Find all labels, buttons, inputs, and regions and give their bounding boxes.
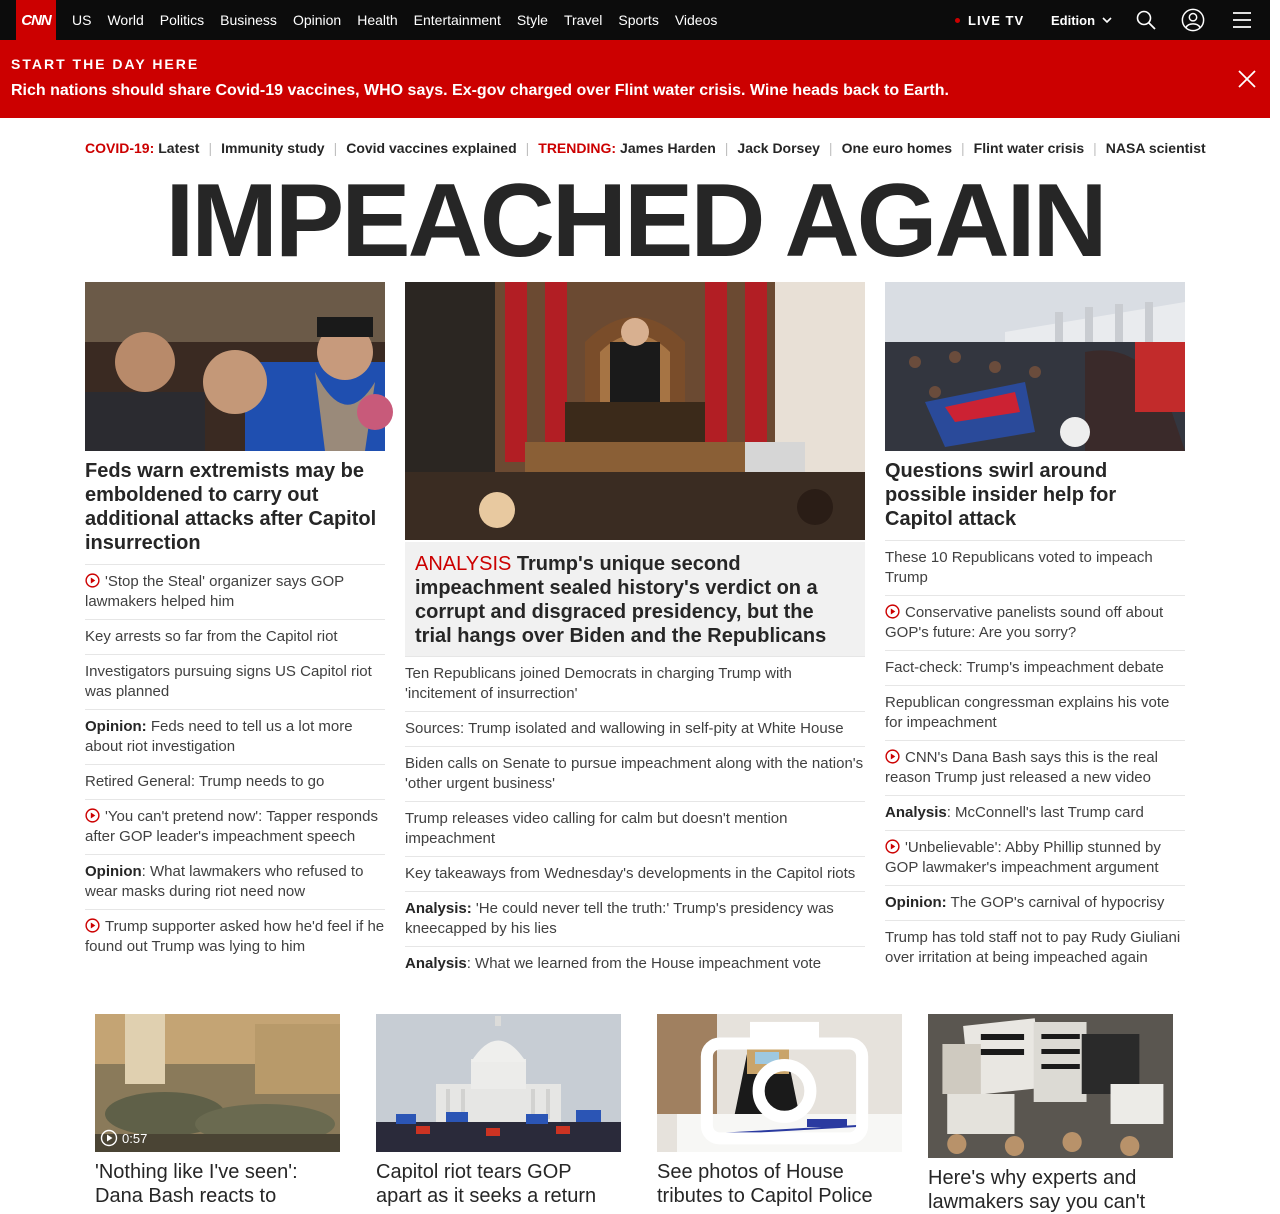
story-list-item[interactable] <box>405 892 865 947</box>
nav-link-videos[interactable]: Videos <box>674 12 718 28</box>
video-play-icon <box>85 808 100 823</box>
story-headline: Key arrests so far from the Capitol riot <box>85 628 338 645</box>
separator: | <box>1093 140 1097 156</box>
edition-label: Edition <box>1051 12 1096 28</box>
nav-link-world[interactable]: World <box>107 12 144 28</box>
video-duration <box>100 1129 147 1147</box>
story-list-item[interactable] <box>885 686 1185 741</box>
trend-link-covid-vaccines[interactable]: Covid vaccines explained <box>346 140 517 156</box>
start-the-day-banner <box>0 40 1270 118</box>
video-play-icon <box>85 918 100 933</box>
story-headline: The GOP's carnival of hypocrisy <box>946 894 1165 911</box>
story-list-item[interactable] <box>85 910 385 964</box>
story-headline: Key takeaways from Wednesday's developments in the Capitol riots <box>405 865 856 882</box>
story-headline: 'Unbelievable': Abby Phillip stunned by GOP lawmaker's impeachment argument <box>885 839 1161 876</box>
video-play-icon <box>885 749 900 764</box>
guardsmen-photo[interactable] <box>95 1014 340 1152</box>
nav-link-entertainment[interactable]: Entertainment <box>413 12 501 28</box>
trend-link-james-harden[interactable]: James Harden <box>620 140 716 156</box>
trend-link-flint-water[interactable]: Flint water crisis <box>973 140 1085 156</box>
duration-label: 0:57 <box>122 1130 148 1146</box>
middle-column <box>405 282 865 981</box>
analysis-story-title: Trump's unique second impeachment sealed history's verdict on a corrupt and disgraced presidency, but the trial hangs over Biden and the Republicans <box>415 553 827 647</box>
story-list-item[interactable] <box>885 886 1185 921</box>
story-list-item[interactable] <box>405 747 865 802</box>
covid-label: COVID-19: <box>85 140 155 156</box>
nav-links <box>64 0 725 40</box>
story-list-item[interactable] <box>85 565 385 620</box>
live-tv-label: LIVE TV <box>968 12 1025 28</box>
nav-link-travel[interactable]: Travel <box>563 12 603 28</box>
story-headline: : What lawmakers who refused to wear masks during riot need now <box>85 863 364 900</box>
story-headline: Trump releases video calling for calm but doesn't mention impeachment <box>405 810 788 847</box>
rioters-photo[interactable] <box>85 282 385 451</box>
story-label: Opinion <box>85 863 142 880</box>
nav-link-business[interactable]: Business <box>220 12 277 28</box>
card-title[interactable]: 'Nothing like I've seen': Dana Bash reacts to <box>95 1161 298 1207</box>
chevron-down-icon <box>1101 14 1113 26</box>
protest-signs-photo[interactable] <box>928 1014 1173 1158</box>
trend-link-one-euro-homes[interactable]: One euro homes <box>841 140 953 156</box>
nav-link-sports[interactable]: Sports <box>618 12 659 28</box>
story-headline: Retired General: Trump needs to go <box>85 773 325 790</box>
analysis-story-link[interactable] <box>415 552 855 648</box>
story-list-item[interactable] <box>405 712 865 747</box>
card-title[interactable]: Here's why experts and lawmakers say you can't <box>928 1167 1146 1213</box>
story-headline: Biden calls on Senate to pursue impeachment along with the nation's 'other urgent business' <box>405 755 864 792</box>
right-story-list <box>885 541 1185 975</box>
lead-story-link[interactable]: Feds warn extremists may be emboldened to carry out additional attacks after Capitol insurrection <box>85 459 385 565</box>
analysis-story <box>405 542 865 657</box>
story-list-item[interactable] <box>405 802 865 857</box>
story-list-item[interactable] <box>405 857 865 892</box>
house-speaker-photo[interactable] <box>405 282 865 540</box>
story-label: Analysis <box>885 804 947 821</box>
edition-dropdown[interactable] <box>1051 0 1113 40</box>
capitol-crowd-photo[interactable] <box>885 282 1185 451</box>
story-headline: Republican congressman explains his vote for impeachment <box>885 694 1170 731</box>
trending-label: TRENDING: <box>538 140 617 156</box>
search-icon[interactable] <box>1134 8 1158 32</box>
close-icon[interactable] <box>1236 68 1258 90</box>
story-headline: Sources: Trump isolated and wallowing in self-pity at White House <box>405 720 844 737</box>
story-label: Opinion: <box>885 894 947 911</box>
left-story-list <box>85 565 385 964</box>
separator: | <box>208 140 213 156</box>
right-column <box>885 282 1185 975</box>
card-title[interactable]: Capitol riot tears GOP apart as it seeks a return <box>376 1161 597 1207</box>
story-list-item[interactable] <box>85 765 385 800</box>
story-headline: Trump supporter asked how he'd feel if he found out Trump was lying to him <box>85 918 385 955</box>
story-label: Analysis: <box>405 900 472 917</box>
separator: | <box>828 140 833 156</box>
separator: | <box>724 140 729 156</box>
nav-link-politics[interactable]: Politics <box>159 12 205 28</box>
video-card[interactable] <box>95 1014 340 1208</box>
trend-link-latest[interactable]: Latest <box>158 140 200 156</box>
story-card[interactable] <box>928 1014 1173 1214</box>
story-headline: Investigators pursuing signs US Capitol riot was planned <box>85 663 372 700</box>
tribute-photo[interactable] <box>657 1014 902 1152</box>
nav-link-style[interactable]: Style <box>516 12 548 28</box>
story-headline: Ten Republicans joined Democrats in charging Trump with 'incitement of insurrection' <box>405 665 792 702</box>
story-headline: These 10 Republicans voted to impeach Trump <box>885 549 1153 586</box>
story-headline: : McConnell's last Trump card <box>946 804 1144 821</box>
video-play-icon <box>885 839 900 854</box>
video-play-icon <box>85 573 100 588</box>
story-headline: 'Stop the Steal' organizer says GOP lawmakers helped him <box>85 573 344 610</box>
separator: | <box>961 140 965 156</box>
camera-icon <box>662 1009 907 1147</box>
live-tv-link[interactable] <box>955 0 1024 40</box>
separator: | <box>525 140 530 156</box>
banner-kicker: START THE DAY HERE <box>11 56 200 72</box>
play-icon <box>100 1129 118 1147</box>
analysis-label: ANALYSIS <box>415 553 512 575</box>
story-list-item[interactable] <box>885 921 1185 975</box>
middle-story-list <box>405 657 865 981</box>
nav-link-health[interactable]: Health <box>357 12 398 28</box>
story-list-item[interactable] <box>85 800 385 855</box>
story-list-item[interactable] <box>885 831 1185 886</box>
story-list-item[interactable] <box>85 855 385 910</box>
story-list-item[interactable] <box>885 796 1185 831</box>
banner-headline-link[interactable]: Rich nations should share Covid-19 vaccines, WHO says. Ex-gov charged over Flint water crisis. Wine heads back to Earth. <box>11 82 949 99</box>
menu-icon[interactable] <box>1230 8 1254 32</box>
story-headline: 'You can't pretend now': Tapper responds after GOP leader's impeachment speech <box>85 808 378 845</box>
story-list-item[interactable] <box>85 710 385 765</box>
account-icon[interactable] <box>1181 8 1205 32</box>
story-list-item[interactable] <box>885 741 1185 796</box>
separator: | <box>333 140 338 156</box>
story-list-item[interactable] <box>85 655 385 710</box>
top-nav <box>0 0 1270 40</box>
story-headline: Trump has told staff not to pay Rudy Giuliani over irritation at being impeached again <box>885 929 1181 966</box>
story-headline: Fact-check: Trump's impeachment debate <box>885 659 1164 676</box>
story-card[interactable] <box>376 1014 621 1208</box>
story-label: Opinion: <box>85 718 147 735</box>
story-list-item[interactable] <box>885 651 1185 686</box>
card-title[interactable]: See photos of House tributes to Capitol Police <box>657 1161 873 1207</box>
left-column <box>85 282 385 964</box>
banner-headline[interactable]: IMPEACHED AGAIN <box>165 163 1105 279</box>
story-list-item[interactable] <box>405 657 865 712</box>
story-list-item[interactable] <box>885 541 1185 596</box>
story-headline: Feds need to tell us a lot more about riot investigation <box>85 718 353 755</box>
nav-link-opinion[interactable]: Opinion <box>292 12 342 28</box>
video-play-icon <box>885 604 900 619</box>
gallery-card[interactable] <box>657 1014 902 1208</box>
story-list-item[interactable] <box>85 620 385 655</box>
trend-link-immunity-study[interactable]: Immunity study <box>221 140 325 156</box>
story-headline: 'He could never tell the truth:' Trump's presidency was kneecapped by his lies <box>405 900 834 937</box>
story-headline: Conservative panelists sound off about GOP's future: Are you sorry? <box>885 604 1164 641</box>
live-dot-icon <box>955 18 960 23</box>
trend-link-jack-dorsey[interactable]: Jack Dorsey <box>737 140 820 156</box>
capitol-building-photo[interactable] <box>376 1014 621 1152</box>
story-headline: CNN's Dana Bash says this is the real reason Trump just released a new video <box>885 749 1158 786</box>
trend-link-nasa-scientist[interactable]: NASA scientist <box>1105 140 1206 156</box>
right-lead-story-link[interactable]: Questions swirl around possible insider help for Capitol attack <box>885 459 1185 541</box>
story-list-item[interactable] <box>405 947 865 981</box>
cnn-logo[interactable]: CNN <box>16 0 56 40</box>
trending-bar <box>85 138 1206 158</box>
story-headline: : What we learned from the House impeachment vote <box>466 955 822 972</box>
story-list-item[interactable] <box>885 596 1185 651</box>
story-label: Analysis <box>405 955 467 972</box>
nav-link-us[interactable]: US <box>72 12 92 28</box>
